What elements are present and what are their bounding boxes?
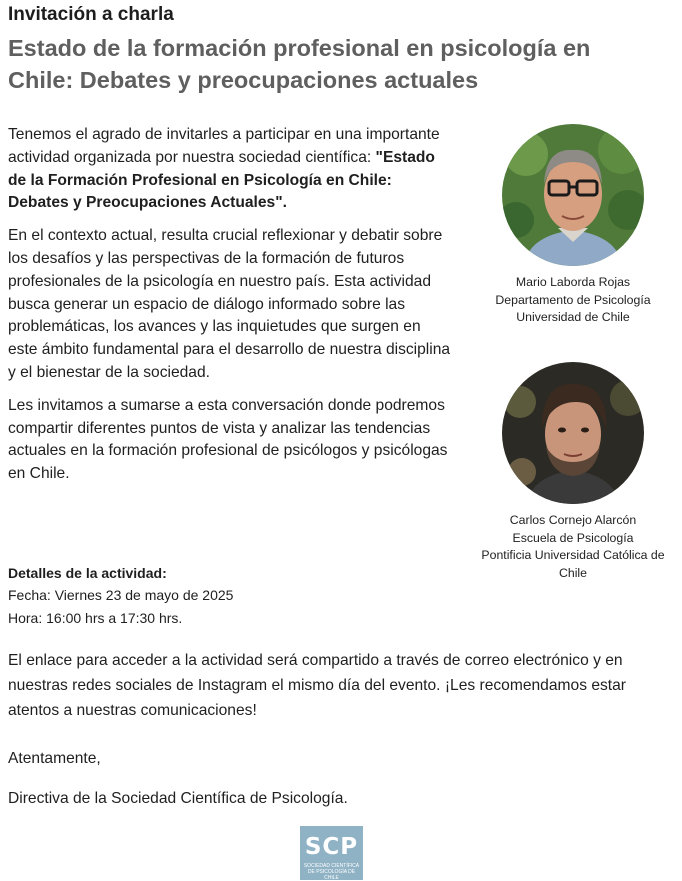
speaker-card-carlos bbox=[470, 362, 676, 582]
speaker-name: Mario Laborda Rojas bbox=[515, 275, 631, 289]
intro-paragraph bbox=[8, 124, 453, 215]
speaker-department: Departamento de Psicología bbox=[495, 292, 651, 307]
details-heading: Detalles de la actividad: bbox=[8, 565, 167, 581]
speaker-card-mario bbox=[478, 124, 668, 327]
speaker-institution: Universidad de Chile bbox=[516, 310, 630, 324]
invite-paragraph: Les invitamos a sumarse a esta conversación donde podremos compartir diferentes puntos de vista y analizar las tendencias actuales en la formación profesional de psicólogos y psicólogas en Chile. bbox=[8, 396, 448, 483]
event-title: Estado de la formación profesional en psicología en Chile: Debates y preocupaciones actuales bbox=[8, 35, 591, 93]
speaker-department: Escuela de Psicología bbox=[512, 530, 634, 545]
context-paragraph: En el contexto actual, resulta crucial reflexionar y debatir sobre los desafíos y las perspectivas de la formación de futuros profesionales de la psicología en nuestro país. Esta actividad busca generar un espacio de diálogo informado sobre las problemáticas, los avances y las inquietudes que surgen en este ámbito fundamental para el desarrollo de nuestra disciplina y el bienestar de la sociedad. bbox=[8, 227, 451, 381]
logo-subtitle: SOCIEDAD CIENTÍFICA DE PSICOLOGÍA DE CHILE bbox=[303, 863, 360, 881]
body-text-column bbox=[8, 124, 453, 496]
speaker-name: Carlos Cornejo Alarcón bbox=[509, 513, 637, 527]
access-info bbox=[8, 648, 673, 723]
activity-details bbox=[8, 563, 468, 630]
speaker-institution: Pontificia Universidad Católica de Chile bbox=[481, 548, 665, 580]
speaker-photo bbox=[502, 124, 644, 266]
event-time: Hora: 16:00 hrs a 17:30 hrs. bbox=[8, 610, 183, 626]
event-date: Fecha: Viernes 23 de mayo de 2025 bbox=[8, 587, 234, 603]
invitation-kicker: Invitación a charla bbox=[8, 4, 174, 25]
logo-mark: SCP bbox=[304, 834, 359, 860]
speaker-photo bbox=[502, 362, 644, 504]
closing-salutation: Atentamente, bbox=[8, 750, 101, 767]
intro-lead: Tenemos el agrado de invitarles a participar en una importante actividad organizada por nuestra sociedad científica: bbox=[8, 126, 440, 166]
intro-event-name: "Estado de la Formación Profesional en Psicología en Chile: Debates y Preocupaciones Actuales". bbox=[8, 148, 435, 212]
scp-logo bbox=[300, 826, 363, 880]
link-paragraph: El enlace para acceder a la actividad será compartido a través de correo electrónico y en nuestras redes sociales de Instagram el mismo día del evento. ¡Les recomendamos estar atentos a nuestras comunicaciones! bbox=[8, 652, 626, 719]
signature: Directiva de la Sociedad Científica de Psicología. bbox=[8, 790, 348, 807]
